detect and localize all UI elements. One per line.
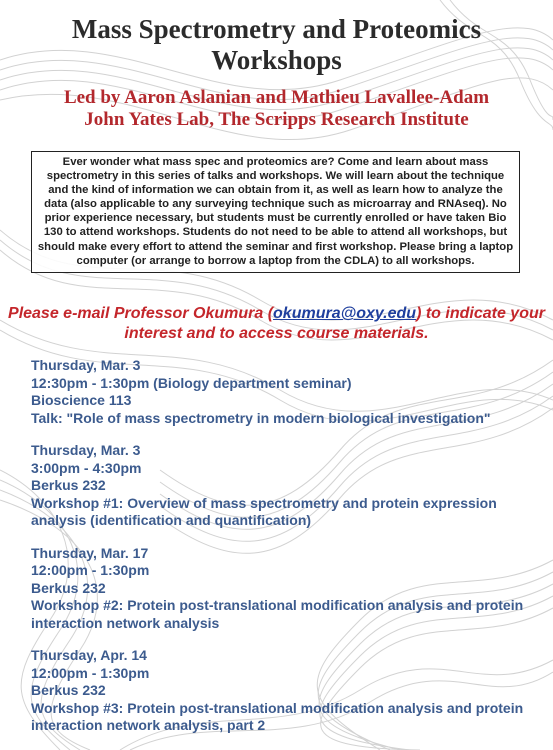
cta-text-after: ) to indicate your interest and to access course materials. (124, 305, 545, 342)
event-location: Berkus 232 (31, 682, 106, 698)
intro-box (31, 151, 520, 273)
event-item (31, 442, 531, 530)
event-time: 12:30pm - 1:30pm (Biology department seminar) (31, 374, 352, 391)
event-location: Berkus 232 (31, 579, 106, 596)
event-item (31, 357, 531, 427)
event-description: Talk: "Role of mass spectrometry in modern biological investigation" (31, 409, 491, 426)
event-date: Thursday, Mar. 3 (31, 357, 141, 373)
event-location: Bioscience 113 (31, 392, 132, 408)
event-date: Thursday, Apr. 14 (31, 647, 147, 663)
event-description: Workshop #2: Protein post-translational modification analysis and protein interaction network analysis (31, 597, 524, 631)
lab-line: John Yates Lab, The Scripps Research Institute (84, 109, 469, 130)
event-item (31, 545, 531, 633)
event-description: Workshop #1: Overview of mass spectrometry and protein expression analysis (identification and quantification) (31, 494, 497, 528)
cta-text-before: Please e-mail Professor Okumura ( (8, 305, 274, 322)
event-list (31, 357, 531, 750)
event-time: 3:00pm - 4:30pm (31, 459, 142, 476)
event-location: Berkus 232 (31, 477, 106, 493)
title-line-2: Workshops (211, 45, 342, 75)
event-time: 12:00pm - 1:30pm (31, 664, 150, 681)
intro-text: Ever wonder what mass spec and proteomics are? Come and learn about mass spectrometry in this series of talks and workshops. We will learn about the technique and the kind of information we can obtain from it, as well as learn how to analyze the data (also applicable to any surveying technique such as microarray and RNAseq). No prior experience necessary, but students must be currently enrolled or have taken Bio 130 to attend workshops. Students do not need to be able to attend all workshops, but should make every effort to attend the seminar and first workshop. Please bring a laptop computer (or arrange to borrow a laptop from the CDLA) to all workshops. (37, 156, 514, 267)
email-link[interactable]: okumura@oxy.edu (273, 305, 417, 322)
event-date: Thursday, Mar. 3 (31, 442, 141, 458)
contact-callout (0, 304, 553, 344)
title-line-1: Mass Spectrometry and Proteomics (71, 14, 482, 44)
event-date: Thursday, Mar. 17 (31, 544, 149, 561)
led-by-line: Led by Aaron Aslanian and Mathieu Lavallee-Adam (63, 87, 490, 108)
event-description: Workshop #3: Protein post-translational modification analysis and protein interaction network analysis, part 2 (31, 699, 524, 733)
event-item (31, 647, 531, 735)
event-time: 12:00pm - 1:30pm (31, 562, 150, 578)
page-title (0, 14, 553, 76)
